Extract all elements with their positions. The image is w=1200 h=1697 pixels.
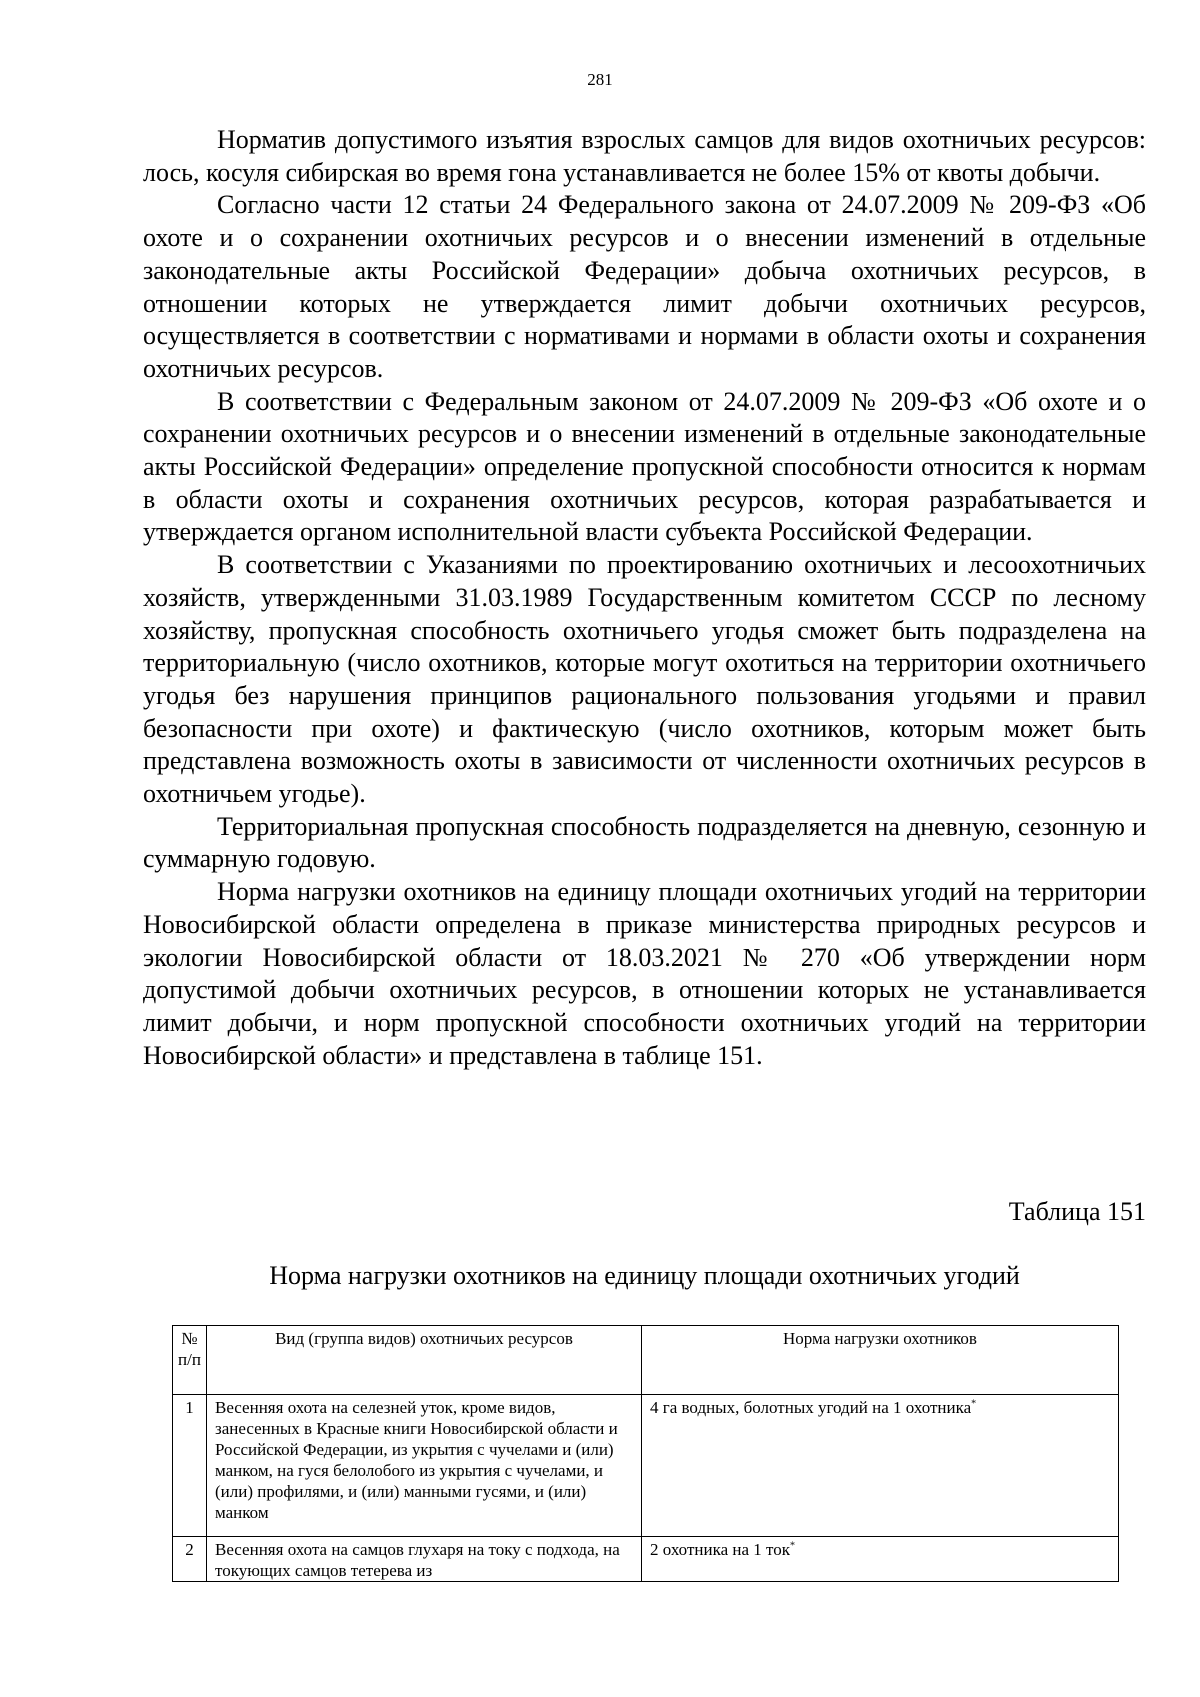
footnote-mark: * (971, 1398, 977, 1410)
page-number: 281 (587, 70, 613, 89)
row-hunter-norm-text: 4 га водных, болотных угодий на 1 охотника (650, 1398, 972, 1417)
paragraph: Территориальная пропускная способность подразделяется на дневную, сезонную и суммарную годовую. (143, 811, 1146, 874)
paragraph: Норма нагрузки охотников на единицу площади охотничьих угодий на территории Новосибирской области определена в приказе министерства природных ресурсов и экологии Новосибирской области от 18.03.2021 № 270 «Об утверждении норм допустимой добычи охотничьих ресурсов, в отношении которых не устанавливается лимит добычи, и норм пропускной способности охотничьих угодий на территории Новосибирской области» и представлена в таблице 151. (143, 877, 1146, 1070)
table-row (173, 1537, 1119, 1582)
paragraph: В соответствии с Указаниями по проектированию охотничьих и лесоохотничьих хозяйств, утвержденными 31.03.1989 Государственным комитетом СССР по лесному хозяйству, пропускная способность охотничьего угодья сможет быть подразделена на территориальную (число охотников, которые могут охотиться на территории охотничьего угодья без нарушения принципов рационального пользования угодьями и правил безопасности при охоте) и фактическую (число охотников, которым может быть представлена возможность охоты в зависимости от численности охотничьих ресурсов в охотничьем угодье). (143, 550, 1146, 809)
footnote-mark: * (789, 1540, 795, 1552)
row-number: 1 (173, 1395, 207, 1537)
table-title: Норма нагрузки охотников на единицу площади охотничьих угодий (269, 1261, 1020, 1290)
paragraph: Норматив допустимого изъятия взрослых самцов для видов охотничьих ресурсов: лось, косуля сибирская во время гона устанавливается не более 15% от квоты добычи. (143, 125, 1146, 187)
table-label: Таблица 151 (1008, 1197, 1146, 1226)
table-row (173, 1395, 1119, 1537)
row-resource-type: Весенняя охота на селезней уток, кроме видов, занесенных в Красные книги Новосибирской области и Российской Федерации, из укрытия с чучелами и (или) манком, на гуся белолобого из укрытия с чучелами, и (или) профилями, и (или) манными гусями, и (или) манком (207, 1395, 642, 1537)
row-resource-type: Весенняя охота на самцов глухаря на току с подхода, на токующих самцов тетерева из (207, 1537, 642, 1582)
header-hunter-norm: Норма нагрузки охотников (642, 1326, 1119, 1395)
header-resource-type: Вид (группа видов) охотничьих ресурсов (207, 1326, 642, 1395)
table-header-row (173, 1326, 1119, 1395)
paragraph: В соответствии с Федеральным законом от 24.07.2009 № 209-ФЗ «Об охоте и о сохранении охотничьих ресурсов и о внесении изменений в отдельные законодательные акты Российской Федерации» определение пропускной способности относится к нормам в области охоты и сохранения охотничьих ресурсов, которая разрабатывается и утверждается органом исполнительной власти субъекта Российской Федерации. (143, 386, 1146, 547)
row-number: 2 (173, 1537, 207, 1582)
paragraph: Согласно части 12 статьи 24 Федерального закона от 24.07.2009 № 209-ФЗ «Об охоте и о сохранении охотничьих ресурсов и о внесении изменений в отдельные законодательные акты Российской Федерации» добыча охотничьих ресурсов, в отношении которых не утверждается лимит добычи охотничьих ресурсов, осуществляется в соответствии с нормативами и нормами в области охоты и сохранения охотничьих ресурсов. (143, 190, 1146, 383)
body-text (143, 124, 1146, 1072)
norms-table (172, 1325, 1119, 1582)
header-number: № п/п (173, 1326, 207, 1395)
row-hunter-norm (642, 1395, 1119, 1537)
row-hunter-norm (642, 1537, 1119, 1582)
row-hunter-norm-text: 2 охотника на 1 ток (650, 1540, 790, 1559)
